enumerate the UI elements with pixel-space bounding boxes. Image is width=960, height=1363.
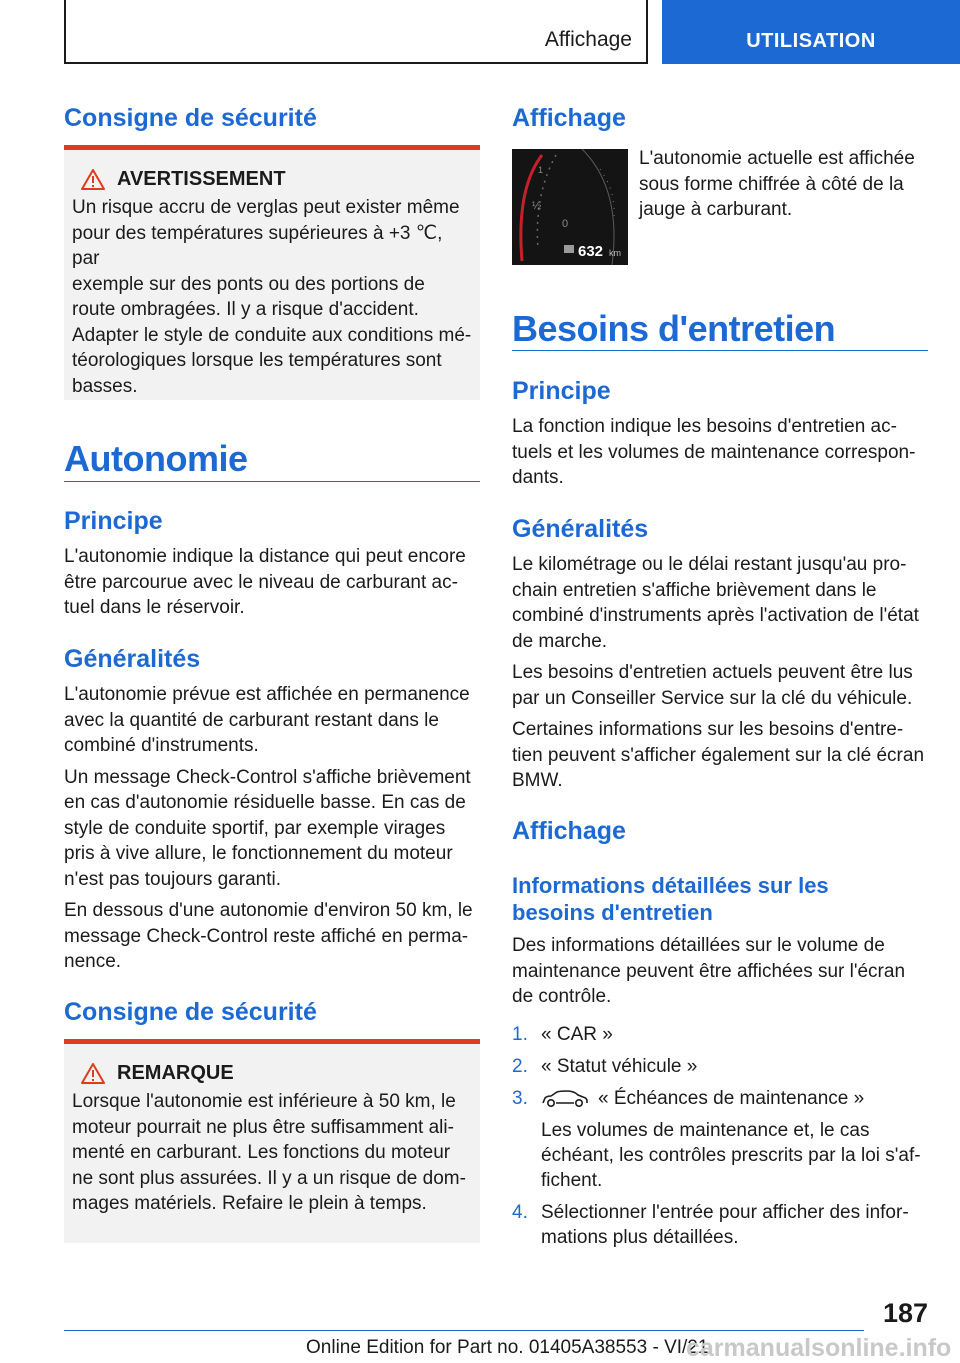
step-number: 3. — [512, 1088, 528, 1109]
page-number: 187 — [882, 1298, 928, 1328]
step-subtext-line: fichent. — [541, 1170, 603, 1191]
step-subtext-line: échéant, les contrôles prescrits par la loi s'af- — [541, 1145, 921, 1166]
note-line: Lorsque l'autonomie est inférieure à 50 km, le — [72, 1091, 456, 1112]
info-heading-line: besoins d'entretien — [512, 900, 713, 925]
fuel-gauge-graphic — [512, 149, 628, 265]
text-line: par un Conseiller Service sur la clé du véhicule. — [512, 687, 913, 709]
text-line: Des informations détaillées sur le volume de — [512, 935, 885, 956]
warning-text — [72, 195, 473, 399]
step-text: « Statut véhicule » — [541, 1056, 698, 1077]
safety-heading-2: Consigne de sécurité — [64, 998, 317, 1026]
car-icon — [541, 1089, 589, 1109]
affichage-heading-1: Affichage — [512, 104, 626, 132]
info-heading — [512, 872, 829, 926]
principe-heading-right: Principe — [512, 377, 611, 405]
text-line: en cas d'autonomie résiduelle basse. En cas de — [64, 792, 466, 813]
principe-text-right — [512, 414, 942, 491]
gauge-empty-label: 0 — [562, 218, 569, 230]
info-heading-line: Informations détaillées sur les — [512, 873, 829, 898]
besoins-rule — [512, 350, 928, 351]
affichage-heading-2: Affichage — [512, 817, 626, 845]
step-text-line: mations plus détaillées. — [541, 1227, 739, 1248]
text-line: maintenance peuvent être affichées sur l'écran — [512, 960, 906, 982]
generalites-text-right — [512, 552, 952, 794]
principe-heading-left: Principe — [64, 507, 163, 535]
warning-line: téorologiques lorsque les températures sont — [72, 350, 442, 371]
step-text-line: Sélectionner l'entrée pour afficher des infor- — [541, 1202, 909, 1223]
list-item — [512, 1200, 942, 1250]
step-subtext-line: Les volumes de maintenance et, le cas — [541, 1120, 870, 1141]
note-text — [72, 1089, 473, 1217]
note-line: moteur pourrait ne plus être suffisamment ali- — [72, 1116, 454, 1138]
text-line: nence. — [64, 951, 122, 972]
watermark: carmanualsonline.info — [686, 1334, 952, 1362]
footer-edition: Online Edition for Part no. 01405A38553 - VI/21 — [306, 1337, 709, 1358]
text-line: Certaines informations sur les besoins d'entre- — [512, 719, 904, 740]
step-number: 2. — [512, 1056, 528, 1077]
note-header — [72, 1062, 473, 1085]
text-line: BMW. — [512, 770, 563, 791]
text-line: En dessous d'une autonomie d'environ 50 km, le — [64, 900, 473, 921]
note-line: ne sont plus assurées. Il y a un risque de dom- — [72, 1167, 466, 1189]
text-line: dants. — [512, 467, 564, 488]
list-item — [512, 1086, 942, 1193]
autonomie-rule — [64, 481, 480, 482]
warning-line: route ombragées. Il y a risque d'accident. — [72, 299, 419, 320]
text-line: de marche. — [512, 630, 608, 652]
autonomie-heading: Autonomie — [64, 438, 248, 479]
warning-line: Adapter le style de conduite aux conditions mé- — [72, 324, 472, 346]
safety-heading-1: Consigne de sécurité — [64, 104, 317, 132]
warning-triangle-icon — [81, 1063, 105, 1084]
list-item — [512, 1022, 942, 1047]
text-line: n'est pas toujours garanti. — [64, 868, 281, 890]
fuel-gauge-image — [512, 149, 628, 265]
range-unit: km — [609, 248, 621, 258]
warning-label: AVERTISSEMENT — [117, 168, 286, 190]
warning-line: basses. — [72, 375, 138, 397]
warning-line: exemple sur des ponts ou des portions de — [72, 273, 425, 295]
range-value: 632 — [578, 243, 604, 260]
generalites-text-left — [64, 682, 484, 975]
generalites-heading-right: Généralités — [512, 515, 649, 543]
footer-rule — [64, 1330, 864, 1331]
text-line: jauge à carburant. — [639, 199, 793, 220]
text-line: Le kilométrage ou le délai restant jusqu'au pro- — [512, 554, 907, 575]
header-section-title: Affichage — [544, 28, 632, 51]
step-text: « CAR » — [541, 1024, 613, 1045]
warning-triangle-icon — [81, 169, 105, 190]
list-item — [512, 1054, 942, 1079]
text-line: être parcourue avec le niveau de carburant ac- — [64, 571, 458, 593]
warning-line: pour des températures supérieures à +3 ℃, par — [72, 222, 443, 269]
text-line: sous forme chiffrée à côté de la — [639, 173, 904, 195]
text-line: L'autonomie indique la distance qui peut encore — [64, 546, 466, 567]
header-chapter-tab — [662, 0, 960, 64]
text-line: L'autonomie prévue est affichée en permanence — [64, 684, 470, 705]
text-line: message Check-Control reste affiché en perma- — [64, 925, 469, 947]
text-line: La fonction indique les besoins d'entretien ac- — [512, 416, 897, 437]
text-line: style de conduite sportif, par exemple virages — [64, 817, 446, 839]
steps-list — [512, 1022, 942, 1257]
text-line: L'autonomie actuelle est affichée — [639, 148, 915, 169]
text-line: tuels et les volumes de maintenance correspon- — [512, 441, 916, 463]
header-section-box — [64, 0, 648, 64]
step-number: 4. — [512, 1202, 528, 1223]
text-line: pris à vive allure, le fonctionnement du moteur — [64, 843, 453, 864]
gauge-full-label: 1 — [538, 165, 544, 175]
text-line: combiné d'instruments. — [64, 735, 259, 756]
text-line: Un message Check-Control s'affiche brièvement — [64, 766, 471, 788]
text-line: combiné d'instruments après l'activation de l'état — [512, 605, 919, 626]
principe-text-left — [64, 544, 484, 621]
text-line: chain entretien s'affiche brièvement dans le — [512, 579, 877, 601]
step-number: 1. — [512, 1024, 528, 1045]
text-line: tien peuvent s'afficher également sur la clé écran — [512, 744, 925, 766]
info-text — [512, 933, 942, 1010]
text-line: Les besoins d'entretien actuels peuvent être lus — [512, 662, 913, 683]
affichage-text-1 — [639, 146, 939, 223]
note-line: menté en carburant. Les fonctions du moteur — [72, 1142, 451, 1163]
text-line: tuel dans le réservoir. — [64, 597, 245, 618]
note-box — [64, 1039, 480, 1243]
step-text: « Échéances de maintenance » — [598, 1088, 865, 1109]
text-line: de contrôle. — [512, 986, 612, 1007]
gauge-half-label: ½ — [532, 200, 542, 212]
warning-box — [64, 145, 480, 400]
besoins-heading: Besoins d'entretien — [512, 308, 836, 349]
note-line: mages matériels. Refaire le plein à temps. — [72, 1193, 427, 1214]
warning-header — [72, 168, 473, 191]
generalites-heading-left: Généralités — [64, 645, 201, 673]
warning-line: Un risque accru de verglas peut exister même — [72, 197, 460, 218]
header-chapter-label: UTILISATION — [746, 30, 876, 52]
text-line: avec la quantité de carburant restant dans le — [64, 709, 439, 731]
note-label: REMARQUE — [117, 1062, 234, 1084]
